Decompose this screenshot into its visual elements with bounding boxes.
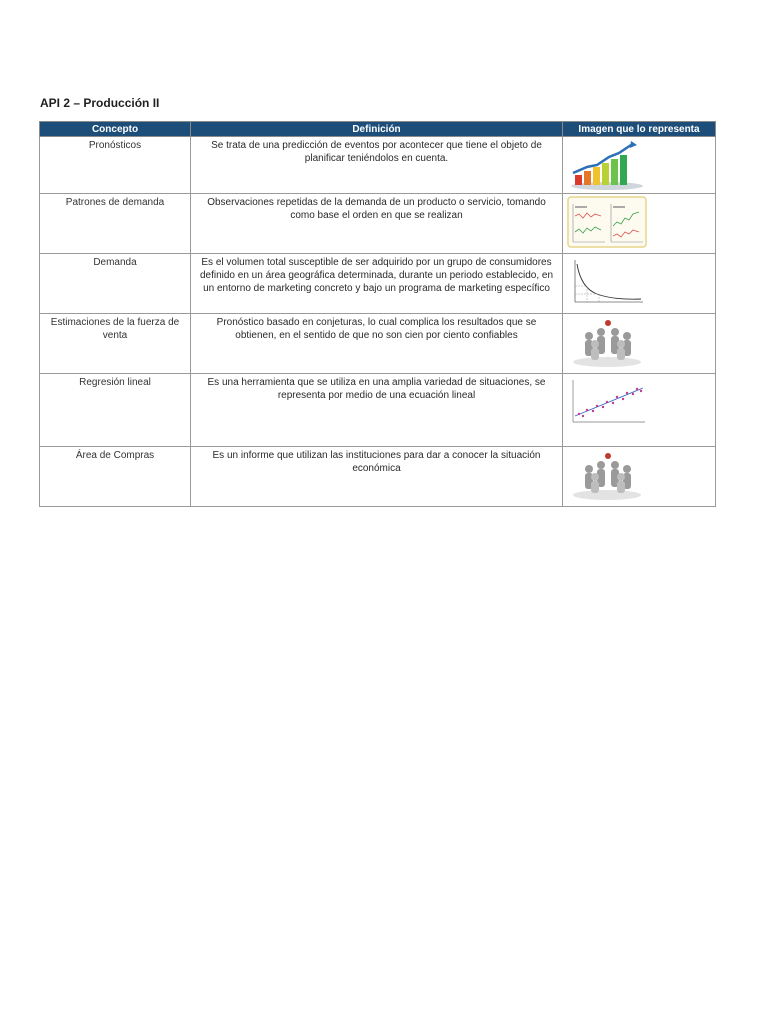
concept-cell: Pronósticos bbox=[40, 137, 191, 194]
concept-cell: Patrones de demanda bbox=[40, 194, 191, 254]
definition-cell: Se trata de una predicción de eventos por acontecer que tiene el objeto de planificar teniéndolos en cuenta. bbox=[191, 137, 563, 194]
concepts-table bbox=[39, 121, 716, 507]
header-imagen: Imagen que lo representa bbox=[563, 122, 716, 137]
definition-cell: Es una herramienta que se utiliza en una amplia variedad de situaciones, se representa por medio de una ecuación lineal bbox=[191, 374, 563, 447]
image-cell bbox=[563, 194, 716, 254]
scatter-regression-image bbox=[567, 376, 647, 428]
image-cell bbox=[563, 447, 716, 507]
definition-cell: Es el volumen total susceptible de ser adquirido por un grupo de consumidores definido en un área geográfica determinada, durante un periodo establecido, en un entorno de marketing concreto y bajo un programa de marketing específico bbox=[191, 254, 563, 314]
header-definicion: Definición bbox=[191, 122, 563, 137]
concept-cell: Área de Compras bbox=[40, 447, 191, 507]
table-row bbox=[40, 254, 716, 314]
people-meeting-image bbox=[567, 449, 647, 501]
demand-curve-image bbox=[567, 256, 647, 308]
definition-cell: Pronóstico basado en conjeturas, lo cual complica los resultados que se obtienen, en el sentido de que no son cien por ciento confiables bbox=[191, 314, 563, 374]
demand-pattern-graphs-image bbox=[567, 196, 647, 248]
table-row bbox=[40, 137, 716, 194]
definition-cell: Observaciones repetidas de la demanda de un producto o servicio, tomando como base el orden en que se realizan bbox=[191, 194, 563, 254]
table-header-row bbox=[40, 122, 716, 137]
concept-cell: Regresión lineal bbox=[40, 374, 191, 447]
table-row bbox=[40, 314, 716, 374]
header-concepto: Concepto bbox=[40, 122, 191, 137]
image-cell bbox=[563, 137, 716, 194]
concept-cell: Demanda bbox=[40, 254, 191, 314]
concept-cell: Estimaciones de la fuerza de venta bbox=[40, 314, 191, 374]
table-row bbox=[40, 447, 716, 507]
table-row bbox=[40, 194, 716, 254]
people-meeting-image bbox=[567, 316, 647, 368]
table-row bbox=[40, 374, 716, 447]
image-cell bbox=[563, 374, 716, 447]
definition-cell: Es un informe que utilizan las instituciones para dar a conocer la situación económica bbox=[191, 447, 563, 507]
document-title: API 2 – Producción II bbox=[40, 96, 160, 110]
image-cell bbox=[563, 254, 716, 314]
image-cell bbox=[563, 314, 716, 374]
growth-bar-chart-image bbox=[567, 139, 647, 191]
